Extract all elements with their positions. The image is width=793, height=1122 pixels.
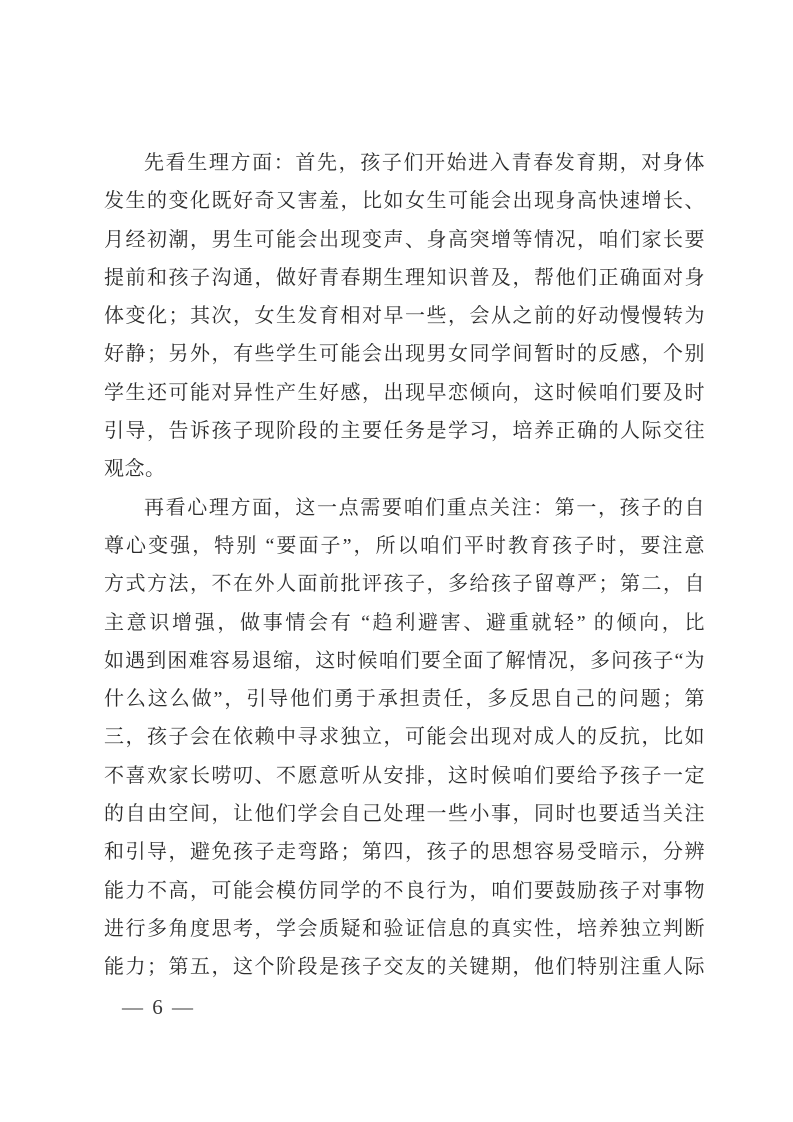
paragraph-physiology [104, 144, 705, 489]
text-line: 主意识增强，做事情会有 “趋利避害、避重就轻” 的倾向，比 [104, 611, 705, 634]
text-line: 体变化；其次，女生发育相对早一些，会从之前的好动慢慢转为 [104, 305, 705, 328]
text-line: 先看生理方面：首先，孩子们开始进入青春发育期，对身体 [144, 152, 705, 174]
text-line: 发生的变化既好奇又害羞，比如女生可能会出现身高快速增长、 [104, 190, 705, 213]
text-line: 学生还可能对异性产生好感，出现早恋倾向，这时候咱们要及时 [104, 381, 705, 404]
text-line: 尊心变强，特别 “要面子”，所以咱们平时教育孩子时，要注意 [104, 534, 705, 557]
paragraph-psychology [104, 489, 705, 987]
text-line: 再看心理方面，这一点需要咱们重点关注：第一，孩子的自 [144, 496, 705, 519]
text-line: 提前和孩子沟通，做好青春期生理知识普及，帮他们正确面对身 [104, 266, 705, 289]
text-line: 如遇到困难容易退缩，这时候咱们要全面了解情况，多问孩子“为 [104, 649, 705, 672]
body-text [104, 144, 705, 987]
text-line: 观念。 [104, 458, 166, 481]
text-line: 和引导，避免孩子走弯路；第四，孩子的思想容易受暗示，分辨 [104, 841, 705, 864]
text-line: 方式方法，不在外人面前批评孩子，多给孩子留尊严；第二，自 [104, 573, 705, 596]
text-line: 什么这么做”，引导他们勇于承担责任，多反思自己的问题；第 [104, 688, 705, 711]
text-line: 好静；另外，有些学生可能会出现男女同学间暂时的反感，个别 [104, 343, 705, 366]
text-line: 的自由空间，让他们学会自己处理一些小事，同时也要适当关注 [104, 803, 705, 826]
text-line: 引导，告诉孩子现阶段的主要任务是学习，培养正确的人际交往 [104, 420, 705, 443]
text-line: 进行多角度思考，学会质疑和验证信息的真实性，培养独立判断 [104, 917, 705, 940]
text-line: 能力不高，可能会模仿同学的不良行为，咱们要鼓励孩子对事物 [104, 879, 705, 902]
page-number: — 6 — [122, 995, 195, 1019]
text-line: 三，孩子会在依赖中寻求独立，可能会出现对成人的反抗，比如 [104, 726, 705, 749]
text-line: 月经初潮，男生可能会出现变声、身高突增等情况，咱们家长要 [104, 228, 705, 251]
text-line: 能力；第五，这个阶段是孩子交友的关键期，他们特别注重人际 [104, 956, 705, 979]
text-line: 不喜欢家长唠叨、不愿意听从安排，这时候咱们要给予孩子一定 [104, 764, 705, 787]
